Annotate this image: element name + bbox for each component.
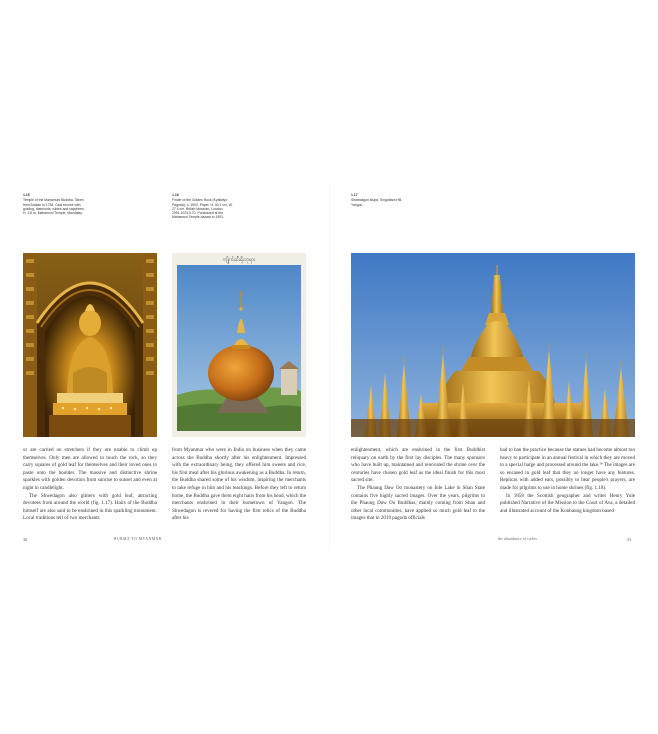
text-column-4 (500, 447, 635, 515)
mahamuni-buddha-photo (23, 253, 157, 437)
caption-fig-1-17 (351, 193, 415, 207)
caption-text: Shwedagon stupa, Singuttara Hill, Yangon. (351, 198, 403, 207)
text-column-1 (23, 447, 157, 523)
caption-fig-1-15 (23, 193, 89, 215)
caption-number: 1.16 (172, 193, 179, 197)
shwedagon-stupa-photo (351, 253, 635, 437)
caption-fig-1-16 (172, 193, 234, 220)
left-page-number: 30 (23, 537, 28, 542)
paragraph: The Shwedagon also glitters with gold leaf, attracting devotees from around the world (fig. 1.17). Hairs of the Buddha himself are also said to be enshrined in this sparkling monument. Local traditions tell of two merchants (23, 492, 157, 522)
paragraph: In 1858 the Scottish geographer and writer Henry Yule published Narrative of the Mission to the Court of Ava, a detailed and illustrated account of the Konbaung kingdom based (500, 492, 635, 514)
right-running-head: the abundance of riches (498, 537, 538, 541)
text-column-3 (351, 447, 485, 523)
paragraph: or are carried on stretchers if they are unable to climb up themselves. Only men are allowed to touch the rock, so they carry squares of gold leaf for themselves and their loved ones to paste onto the boulder. The massive and distinctive shrine sparkles with golden devotion from sunrise to sunset and even at night in candlelight. (23, 447, 157, 491)
caption-text: Finder of the Golden Rock (Kyaiktiyo Pagoda), c. 1900. Paper. H. 40.1 cm, W. 27.4 cm. British Museum, London. 1991.1023,0.70. Purchased at the Mahamuni Temple bazaar in 1991. (172, 198, 233, 220)
paragraph: from Myanmar who were in India on business when they came across the Buddha shortly after his enlightenment. Impressed with the extraordinary being, they offered him sweets and rice, his first meal after his glorious awakening as a Buddha. In return, the Buddha shared some of his wisdom, inspiring the merchants to take refuge in him and his teachings. Before they left to return home, the Buddha gave them eight hairs from his head, which the merchants enshrined in their hometown of Yangon. The Shwedagon is revered for having the first relics of the Buddha after his (172, 447, 306, 522)
text-column-2 (172, 447, 306, 523)
caption-number: 1.15 (23, 193, 30, 197)
paragraph: The Phaung Daw Oo monastery on Inle Lake in Shan State contains five highly sacred images. Over the years, pilgrims to the Phaung Daw Oo Buddhas, mainly coming from Shan and other local communities, have applied so much gold leaf to the images that in 2019 pagoda officials (351, 484, 485, 522)
paragraph: had to ban the practice because the statues had become almost too heavy to participate in an annual festival in which they are moved to a special barge and processed around the lake.¹⁸ The images are so encased in gold leaf that they no longer have any features. Replicas with added ears, possibly to hear people's prayers, are made for pilgrims to use in home shrines (fig. 1.18). (500, 447, 635, 491)
golden-rock-print (172, 253, 306, 437)
right-page-number: 31 (627, 537, 632, 542)
caption-number: 1.17 (351, 193, 358, 197)
left-running-head: BURMA TO MYANMAR (114, 537, 162, 541)
caption-text: Temple of the Mahamuni Buddha, Taken from Arakan in 1784. Cast bronze with golding, diamonds, rubies and sapphires. H. 3.8 m. Mahamuni Temple, Mandalay. (23, 198, 85, 216)
page-fold (329, 180, 330, 550)
paragraph: enlightenment, which are enshrined in the first Buddhist reliquary on earth by the first lay disciples. The many sponsors who have built up, maintained and renovated the shrine over the centuries have chosen gold leaf as the ideal finish for this most sacred site. (351, 447, 485, 484)
print-title: ကျိုက်ထီးရိုးဘုရား (222, 257, 256, 263)
